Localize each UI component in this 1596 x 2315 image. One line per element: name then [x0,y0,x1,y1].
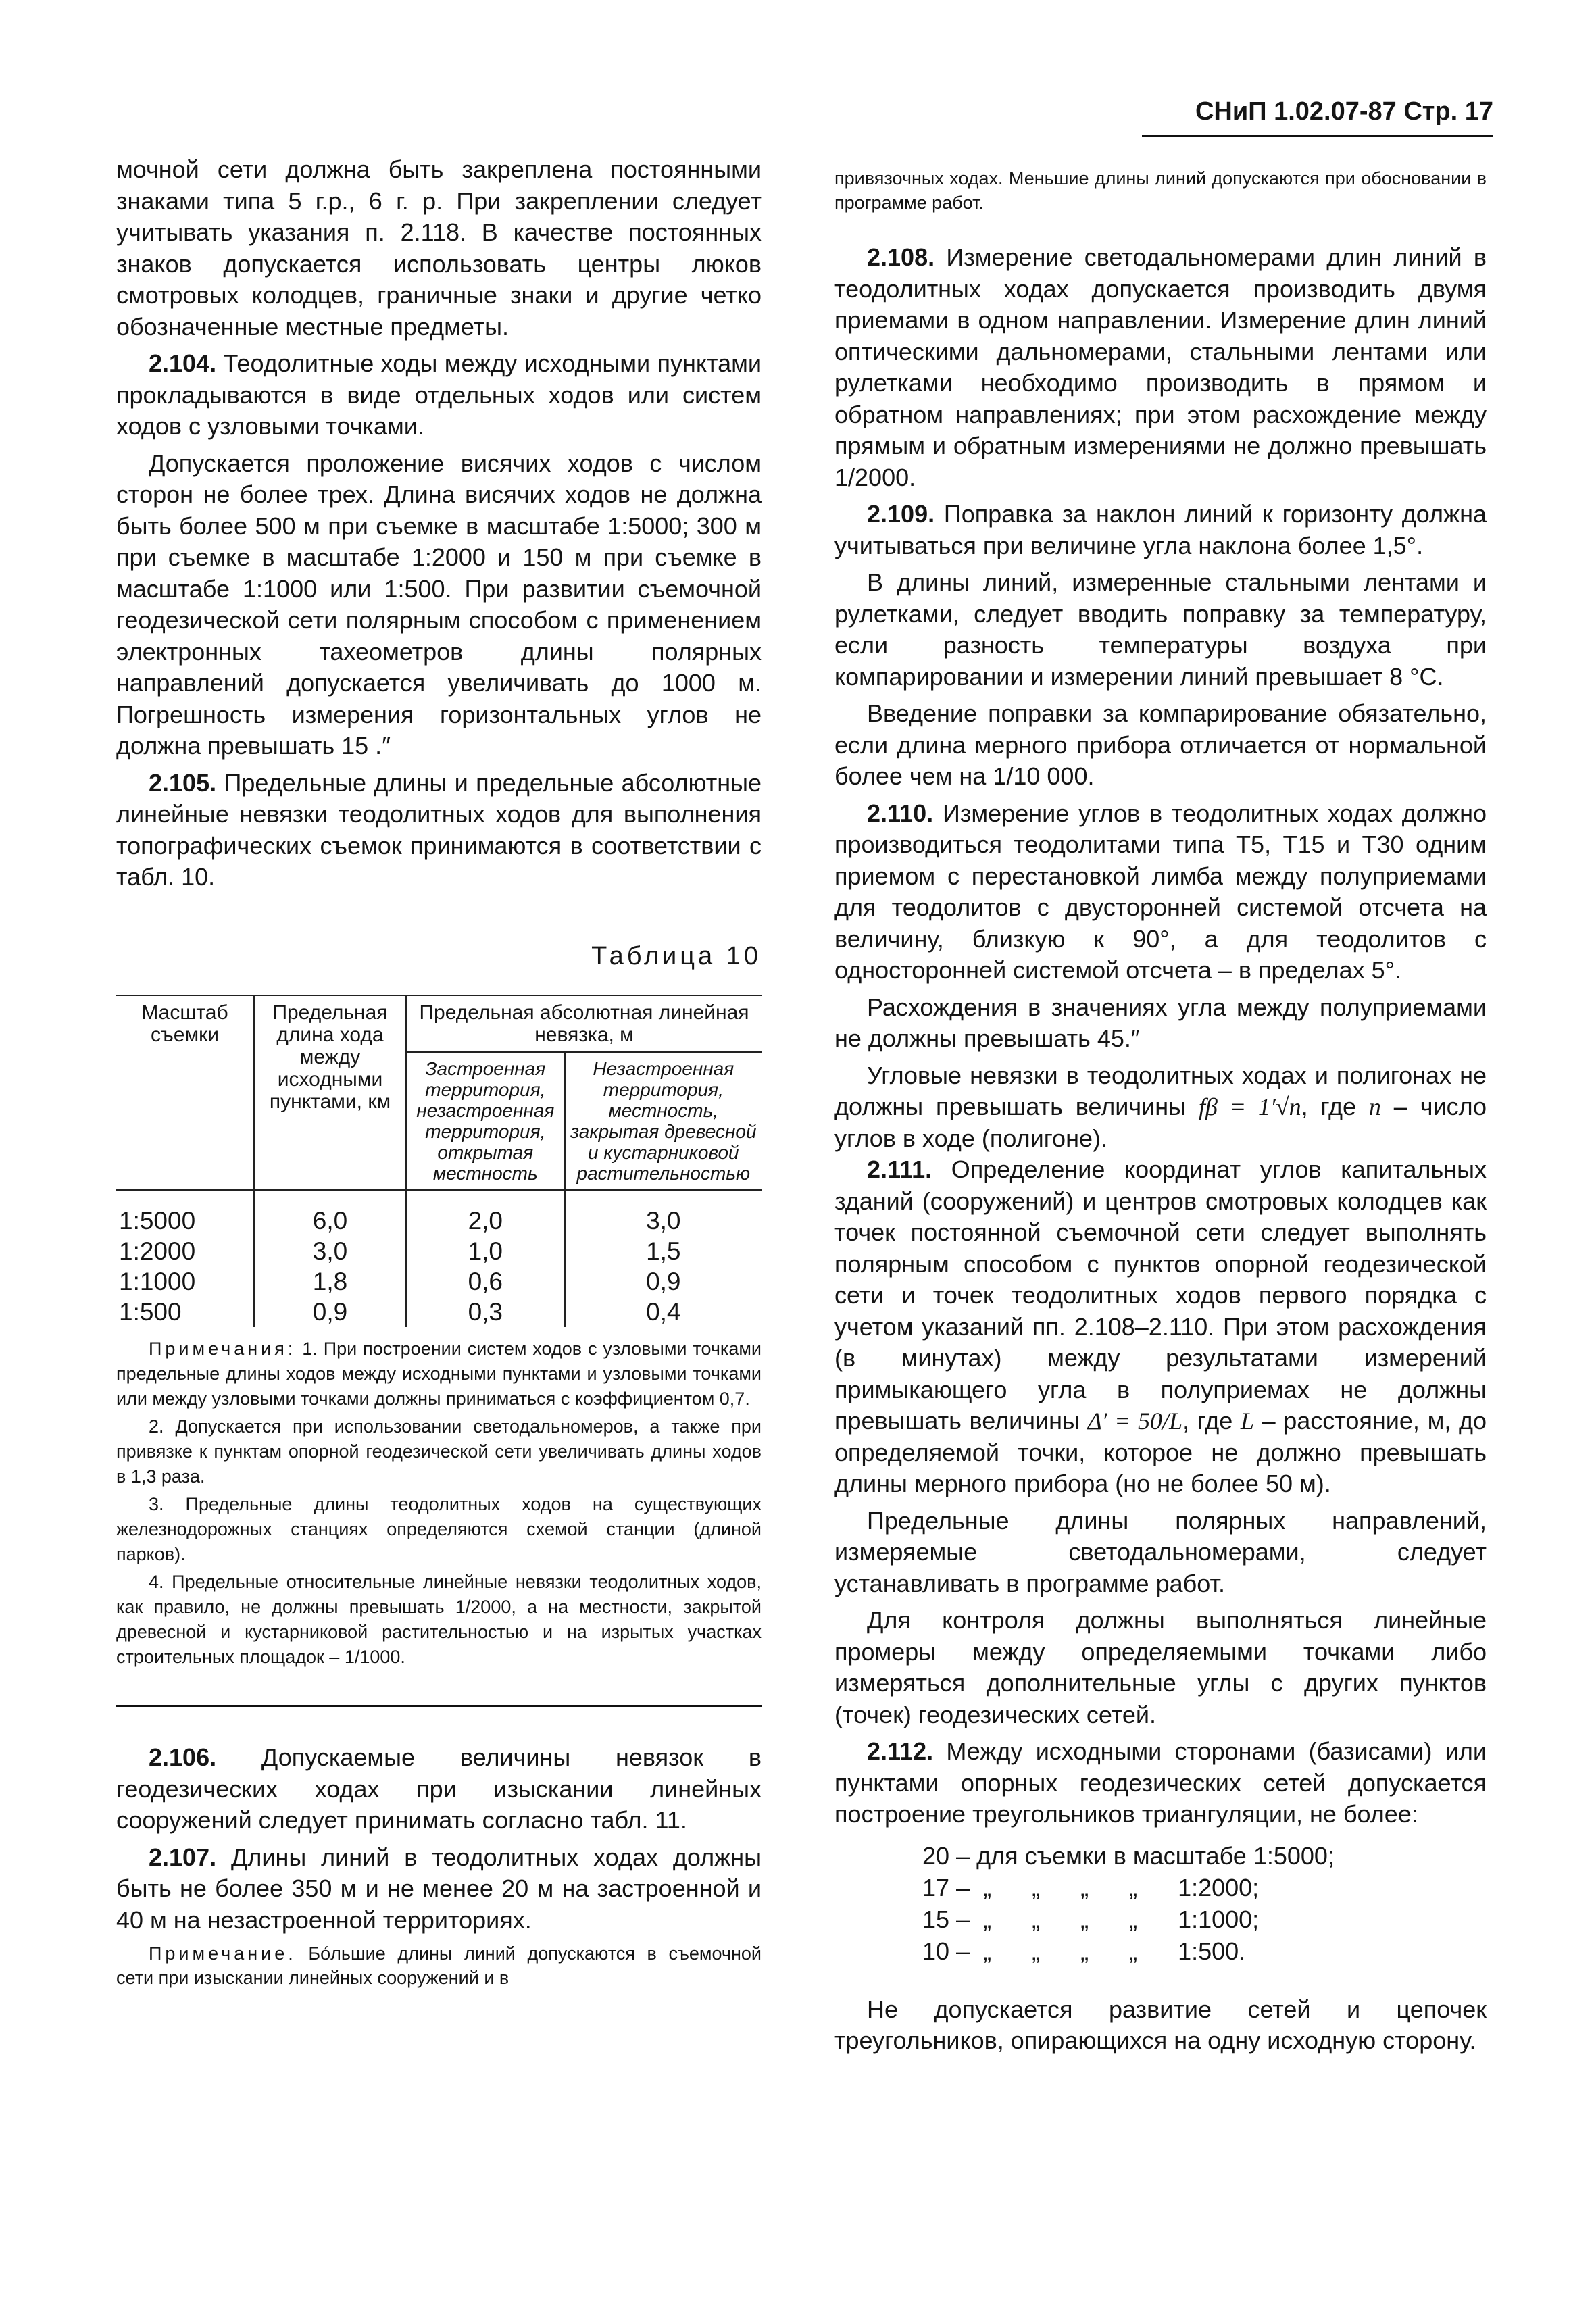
cell-unbuilt: 0,9 [565,1266,762,1297]
cell-length: 3,0 [254,1236,406,1266]
section-text: Допускаемые величины невязок в геодезических ходах при изыскании линейных сооружений следует принимать согласно табл. 11. [116,1743,762,1834]
section-text: Предельные длины и предельные абсолютные линейные невязки теодолитных ходов для выполнения топографических съемок принимаются в соответствии с табл. 10. [116,768,762,891]
section-text: Поправка за наклон линий к горизонту должна учитываться при величине угла наклона более 1,5°. [834,500,1487,559]
cell-length: 0,9 [254,1297,406,1327]
paragraph-2-110-c [834,1060,1487,1155]
triangle-limits-list [922,1840,1487,1967]
section-2-107 [116,1842,762,1937]
section-2-112 [834,1736,1487,1831]
header-unbuilt-area: Незастроенная территория, местность, закрытая древесной и кустарниковой растительностью [565,1052,762,1190]
text-part: , где [1301,1093,1369,1120]
table-row [116,1236,762,1266]
table-row [116,1297,762,1327]
paragraph-2-109-b: В длины линий, измеренные стальными лентами и рулетками, следует вводить поправку за температуру, если разность температуры воздуха при компарировании и измерении линий превышает 8 °С. [834,568,1487,691]
text-part: Угловые невязки в теодолитных ходах и полигонах не должны превышать величины [834,1061,1487,1120]
section-text: Измерение светодальномерами длин линий в теодолитных ходах допускается производить двумя приемами в одном направлении. Измерение длин линий оптическими дальномерами, стальными лентами или рулетками необходимо производить в прямом и обратном направлениях; при этом расхождение между прямым и обратным измерениями не должно превышать 1/2000. [834,243,1487,491]
section-text: Между исходными сторонами (базисами) или пунктами опорных геодезических сетей допускается построение треугольников триангуляции, не более: [834,1737,1487,1828]
section-2-109 [834,499,1487,562]
section-number: 2.104. [149,349,217,377]
section-number: 2.105. [149,768,217,797]
cell-scale: 1:1000 [119,1268,196,1295]
paragraph-2-111-c: Для контроля должны выполняться линейные промеры между определяемыми точками либо измеряться дополнительные углы с других пунктов (точек) геодезических сетей. [834,1606,1487,1728]
section-text: Определение координат углов капитальных зданий (сооружений) и центров смотровых колодцев как точек постоянной съемочной сети следует выполнять полярным способом с пунктов опорной геодезической сети и точек теодолитных ходов первого порядка с учетом указаний пп. 2.108–2.110. При этом расхождения (в минутах) между результатами измерений примыкающего угла в полуприемах не должны превышать величины [834,1155,1487,1435]
section-number: 2.107. [149,1843,217,1871]
cell-built: 0,3 [406,1297,565,1327]
table-caption: Таблица 10 [591,941,762,970]
paragraph-final: Не допускается развитие сетей и цепочек треугольников, опирающихся на одну исходную сторону. [834,1995,1487,2054]
section-number: 2.110. [867,799,934,827]
divider [116,1705,762,1707]
notes-label: Примечания: [149,1339,297,1359]
section-number: 2.111. [867,1155,932,1183]
text-part: , где [1182,1407,1241,1435]
right-column [834,166,1487,2057]
section-number: 2.112. [867,1737,934,1765]
paragraph-2-111-b: Предельные длины полярных направлений, измеряемые светодальномерами, следует устанавливать в программе работ. [834,1506,1487,1597]
cell-unbuilt: 3,0 [565,1190,762,1236]
cell-built: 1,0 [406,1236,565,1266]
note-1 [116,1337,762,1412]
text-part: – расстояние, м, до определяемой точки, которое не должно превышать длины мерного прибора (но не более 50 м). [834,1407,1487,1497]
cell-unbuilt: 1,5 [565,1236,762,1266]
cell-unbuilt: 0,4 [565,1297,762,1327]
header-abs-error: Предельная абсолютная линейная невязка, м [406,995,762,1052]
section-text: Измерение углов в теодолитных ходах должно производиться теодолитами типа Т5, Т15 и Т30 одним приемом с перестановкой лимба между полуприемами для теодолитов с двусторонней системой отсчета на величину, близкую к 90°, а для теодолитов с односторонней системой отсчета – в пределах 5°. [834,799,1487,984]
list-item: 10 – „ „ „ „ 1:500. [922,1937,1246,1965]
section-2-104 [116,348,762,443]
cell-built: 0,6 [406,1266,565,1297]
formula-delta: Δ′ = 50/L [1087,1408,1183,1435]
cell-built: 2,0 [406,1190,565,1236]
note-3: 3. Предельные длины теодолитных ходов на существующих железнодорожных станциях определяются схемой станции (длиной парков). [116,1494,762,1564]
note-continued: привязочных ходах. Меньшие длины линий допускаются при обосновании в программе работ. [834,168,1487,213]
note-2: 2. Допускается при использовании светодальномеров, а также при привязке к пунктам опорной геодезической сети увеличивать длины ходов в 1,3 раза. [116,1416,762,1487]
cell-scale: 1:2000 [119,1237,196,1265]
table-row [116,1190,762,1236]
formula-angular-misclosure: fβ = 1′√n [1198,1093,1301,1120]
cell-scale: 1:500 [119,1298,182,1326]
page-header: СНиП 1.02.07-87 Стр. 17 [1142,95,1493,137]
note-4: 4. Предельные относительные линейные невязки теодолитных ходов, как правило, не должны превышать 1/2000, а на местности, закрытой древесной и кустарниковой растительностью и на изрытых участках строительных площадок – 1/1000. [116,1572,762,1667]
paragraph-2-104-b: Допускается проложение висячих ходов с числом сторон не более трех. Длина висячих ходов не должна быть более 500 м при съемке в масштабе 1:5000; 300 м при съемке в масштабе 1:2000 и 150 м при съемке в масштабе 1:1000 или 1:500. При развитии съемочной геодезической сети полярным способом с применением электронных тахеометров длины полярных направлений допускается увеличивать до 1000 м. Погрешность измерения горизонтальных углов не должна превышать 15 .″ [116,449,762,760]
cell-length: 1,8 [254,1266,406,1297]
section-2-108 [834,242,1487,493]
table-notes [116,1337,762,1670]
paragraph-2-109-c: Введение поправки за компарирование обязательно, если длина мерного прибора отличается от нормальной более чем на 1/10 000. [834,699,1487,790]
cell-scale: 1:5000 [119,1207,196,1235]
note-text: Бо́льшие длины линий допускаются в съемочной сети при изыскании линейных сооружений и в [116,1943,762,1988]
section-text: Теодолитные ходы между исходными пунктами прокладываются в виде отдельных ходов или систем ходов с узловыми точками. [116,349,762,440]
list-item: 20 – для съемки в масштабе 1:5000; [922,1841,1335,1870]
header-scale: Масштаб съемки [116,995,254,1190]
table-row [116,1266,762,1297]
section-2-106 [116,1742,762,1837]
paragraph-2-110-b: Расхождения в значениях угла между полуприемами не должны превышать 45.″ [834,993,1487,1052]
section-2-111 [834,1154,1487,1500]
paragraph-continued: мочной сети должна быть закреплена постоянными знаками типа 5 г.р., 6 г. р. При закреплении следует учитывать указания п. 2.118. В качестве постоянных знаков допускается использовать центры люков смотровых колодцев, граничные знаки и другие четко обозначенные местные предметы. [116,155,762,341]
left-column [116,154,762,1990]
header-built-area: Застроенная территория, незастроенная территория, открытая местность [406,1052,565,1190]
text-part: – число углов в ходе (полигоне). [834,1093,1487,1152]
note-text: 1. При построении систем ходов с узловыми точками предельные длины ходов между исходными пунктами и узловыми точками или между узловыми точками должны приниматься с коэффициентом 0,7. [116,1339,762,1409]
section-number: 2.106. [149,1743,217,1771]
list-item: 15 – „ „ „ „ 1:1000; [922,1905,1260,1933]
list-item: 17 – „ „ „ „ 1:2000; [922,1873,1260,1901]
note-label: Примечание. [149,1943,297,1964]
section-2-110 [834,798,1487,987]
header-length: Предельная длина хода между исходными пунктами, км [254,995,406,1190]
note-2-107 [116,1941,762,1990]
cell-length: 6,0 [254,1190,406,1236]
table-10 [116,995,762,1327]
section-2-105 [116,768,762,893]
section-number: 2.109. [867,500,935,528]
formula-l: L [1240,1408,1254,1435]
formula-n: n [1368,1093,1381,1120]
section-number: 2.108. [867,243,935,271]
section-text: Длины линий в теодолитных ходах должны быть не более 350 м и не менее 20 м на застроенной и 40 м на незастроенной территориях. [116,1843,762,1934]
